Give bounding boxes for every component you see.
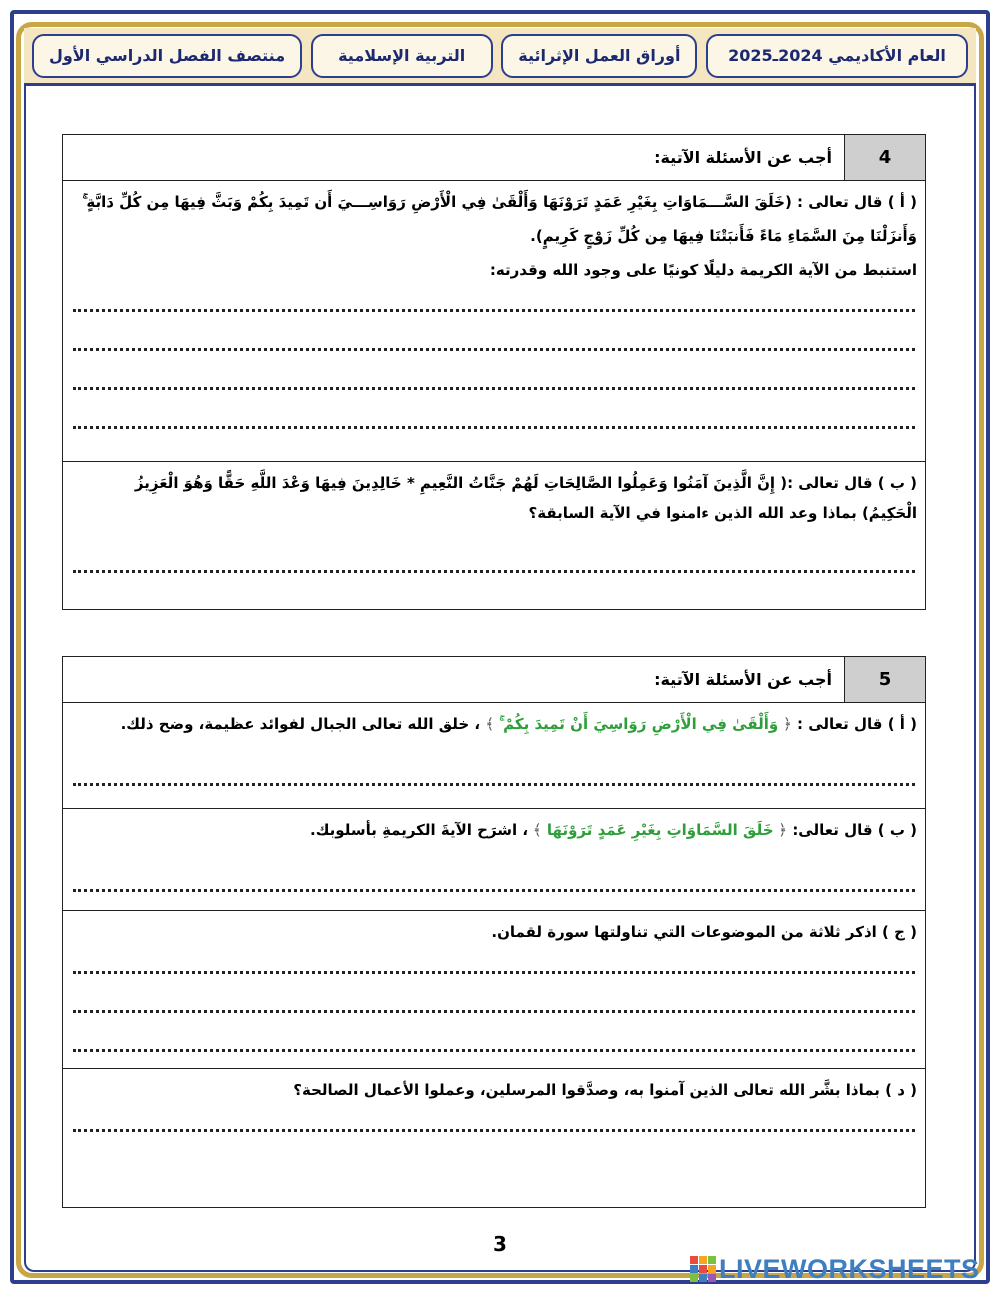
question-4-header (63, 135, 925, 181)
page-number: 3 (493, 1232, 507, 1256)
answer-line[interactable] (73, 947, 915, 986)
page-header (24, 28, 976, 86)
question-5a-text (71, 709, 917, 739)
ornate-bracket-open-icon: ﴿ (773, 821, 788, 839)
question-4b-verse-line2: الْحَكِيمُ) بماذا وعد الله الذين ءامنوا في الآية السابقة؟ (528, 504, 917, 522)
academic-year-label: العام الأكاديمي 2024ـ2025 (706, 34, 968, 78)
question-5-title: أجب عن الأسئلة الآتية: (654, 670, 832, 689)
answer-line[interactable] (73, 986, 915, 1025)
question-4b (63, 462, 925, 610)
question-5a-prefix: ( أ ) قال تعالى : (797, 715, 917, 733)
question-4-table (62, 134, 926, 610)
answer-line[interactable] (73, 759, 915, 798)
question-5-number: 5 (844, 657, 925, 702)
answer-line[interactable] (73, 402, 915, 441)
worksheets-label: أوراق العمل الإثرائية (501, 34, 697, 78)
question-4-number: 4 (844, 135, 925, 180)
answer-line[interactable] (73, 324, 915, 363)
question-4a-verse-line2: وَأَنزَلْنَا مِنَ السَّمَاءِ مَاءً فَأَنبَتْنَا فِيهَا مِن كُلِّ زَوْجٍ كَرِيمٍ). (530, 227, 917, 245)
question-4-title: أجب عن الأسئلة الآتية: (654, 148, 832, 167)
ornate-bracket-close-icon: ﴾ (485, 715, 495, 733)
question-5d-question: ( د ) بماذا بشَّر الله تعالى الذين آمنوا به، وصدَّقوا المرسلين، وعملوا الأعمال الصالحة؟ (293, 1081, 917, 1099)
question-5a-suffix: ، خلق الله تعالى الجبال لفوائد عظيمة، وضح ذلك. (120, 715, 481, 733)
ornate-bracket-close-icon: ﴾ (528, 821, 542, 839)
question-5b-verse: خَلَقَ السَّمَاوَاتِ بِغَيْرِ عَمَدٍ تَرَوْنَهَا (546, 821, 774, 839)
answer-line[interactable] (73, 546, 915, 585)
question-4a-question: استنبط من الآية الكريمة دليلًا كونيًا على وجود الله وقدرته: (489, 261, 917, 279)
question-5a (63, 703, 925, 809)
liveworksheets-logo (690, 1253, 990, 1285)
question-5b (63, 809, 925, 911)
question-4b-verse-line1: ( ب ) قال تعالى :( إِنَّ الَّذِينَ آمَنُوا وَعَمِلُوا الصَّالِحَاتِ لَهُمْ جَنَّاتُ النَّعِيمِ * خَالِدِينَ فِيهَا وَعْدَ اللَّهِ حَقًّا وَهُوَ الْعَزِيزُ (134, 474, 917, 492)
question-5-table (62, 656, 926, 1208)
liveworksheets-brand: LIVEWORKSHEETS (719, 1253, 980, 1284)
question-5b-prefix: ( ب ) قال تعالى: (792, 821, 917, 839)
question-4a (63, 181, 925, 462)
answer-line[interactable] (73, 363, 915, 402)
question-5c (63, 911, 925, 1069)
question-5-header (63, 657, 925, 703)
subject-label: التربية الإسلامية (311, 34, 493, 78)
answer-line[interactable] (73, 1025, 915, 1064)
answer-line[interactable] (73, 285, 915, 324)
question-5d (63, 1069, 925, 1208)
term-label: منتصف الفصل الدراسي الأول (32, 34, 302, 78)
answer-line[interactable] (73, 865, 915, 904)
liveworksheets-grid-icon (690, 1256, 716, 1282)
question-5c-question: ( ج ) اذكر ثلاثة من الموضوعات التي تناولتها سورة لقمان. (491, 923, 917, 941)
answer-line[interactable] (73, 1105, 915, 1144)
question-5a-verse: وَأَلْقَىٰ فِي الْأَرْضِ رَوَاسِيَ أَنْ تَمِيدَ بِكُمْ ۚ (499, 715, 779, 733)
question-5b-text (71, 815, 917, 845)
question-5b-suffix: ، اشرَح الآيةَ الكريمةِ بأسلوبك. (310, 821, 529, 839)
question-4a-verse-line1: ( أ ) قال تعالى : (خَلَقَ السَّـــمَاوَاتِ بِغَيْرِ عَمَدٍ تَرَوْنَهَا وَأَلْقَىٰ فِي الْأَرْضِ رَوَاسِـــيَ أَن تَمِيدَ بِكُمْ وَبَثَّ فِيهَا مِن كُلِّ دَابَّةٍ ۚ (82, 193, 917, 211)
ornate-bracket-open-icon: ﴿ (778, 715, 792, 733)
